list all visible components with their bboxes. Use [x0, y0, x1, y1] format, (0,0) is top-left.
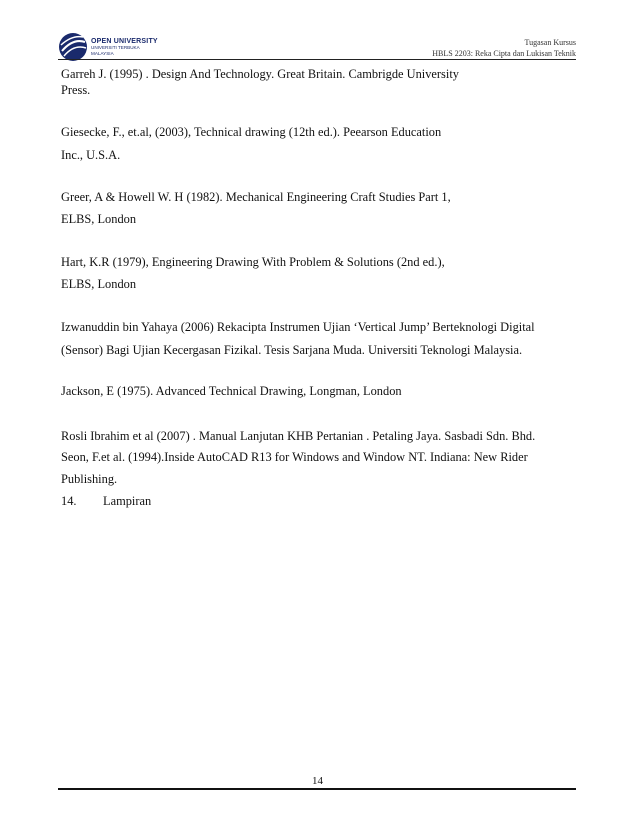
logo-subtitle-country: MALAYSIA	[91, 50, 114, 56]
reference-line: Press.	[61, 83, 91, 97]
reference-line: Greer, A & Howell W. H (1982). Mechanical Engineering Craft Studies Part 1,	[61, 190, 451, 204]
reference-line: Izwanuddin bin Yahaya (2006) Rekacipta Instrumen Ujian ‘Vertical Jump’ Berteknologi Digital	[61, 320, 535, 334]
header-title: Tugasan Kursus	[524, 38, 576, 47]
footer-divider	[58, 788, 576, 790]
reference-line: Hart, K.R (1979), Engineering Drawing With Problem & Solutions (2nd ed.),	[61, 255, 445, 269]
reference-line: Seon, F.et al. (1994).Inside AutoCAD R13 for Windows and Window NT. Indiana: New Rider	[61, 450, 528, 464]
logo-name: OPEN UNIVERSITY	[91, 38, 158, 45]
header-course: HBLS 2203: Reka Cipta dan Lukisan Teknik	[432, 49, 576, 58]
reference-line: ELBS, London	[61, 212, 137, 226]
section-heading	[61, 494, 151, 509]
reference-line: Inc., U.S.A.	[61, 148, 121, 162]
logo-globe-icon	[58, 32, 88, 62]
section-title: Lampiran	[103, 494, 152, 508]
reference-line: Giesecke, F., et.al, (2003), Technical drawing (12th ed.). Peearson Education	[61, 125, 442, 139]
reference-line: Jackson, E (1975). Advanced Technical Drawing, Longman, London	[61, 384, 402, 398]
reference-line: Garreh J. (1995) . Design And Technology. Great Britain. Cambrigde University	[61, 67, 459, 81]
reference-line: (Sensor) Bagi Ujian Kecergasan Fizikal. Tesis Sarjana Muda. Universiti Teknologi Malaysia.	[61, 343, 523, 357]
reference-line: Publishing.	[61, 472, 118, 486]
reference-line: ELBS, London	[61, 277, 137, 291]
section-number: 14.	[61, 494, 77, 508]
page-number: 14	[312, 775, 323, 787]
reference-line: Rosli Ibrahim et al (2007) . Manual Lanjutan KHB Pertanian . Petaling Jaya. Sasbadi Sdn. Bhd.	[61, 429, 536, 443]
header-divider	[58, 59, 576, 60]
logo-subtitle: UNIVERSITI TERBUKA	[91, 45, 140, 50]
